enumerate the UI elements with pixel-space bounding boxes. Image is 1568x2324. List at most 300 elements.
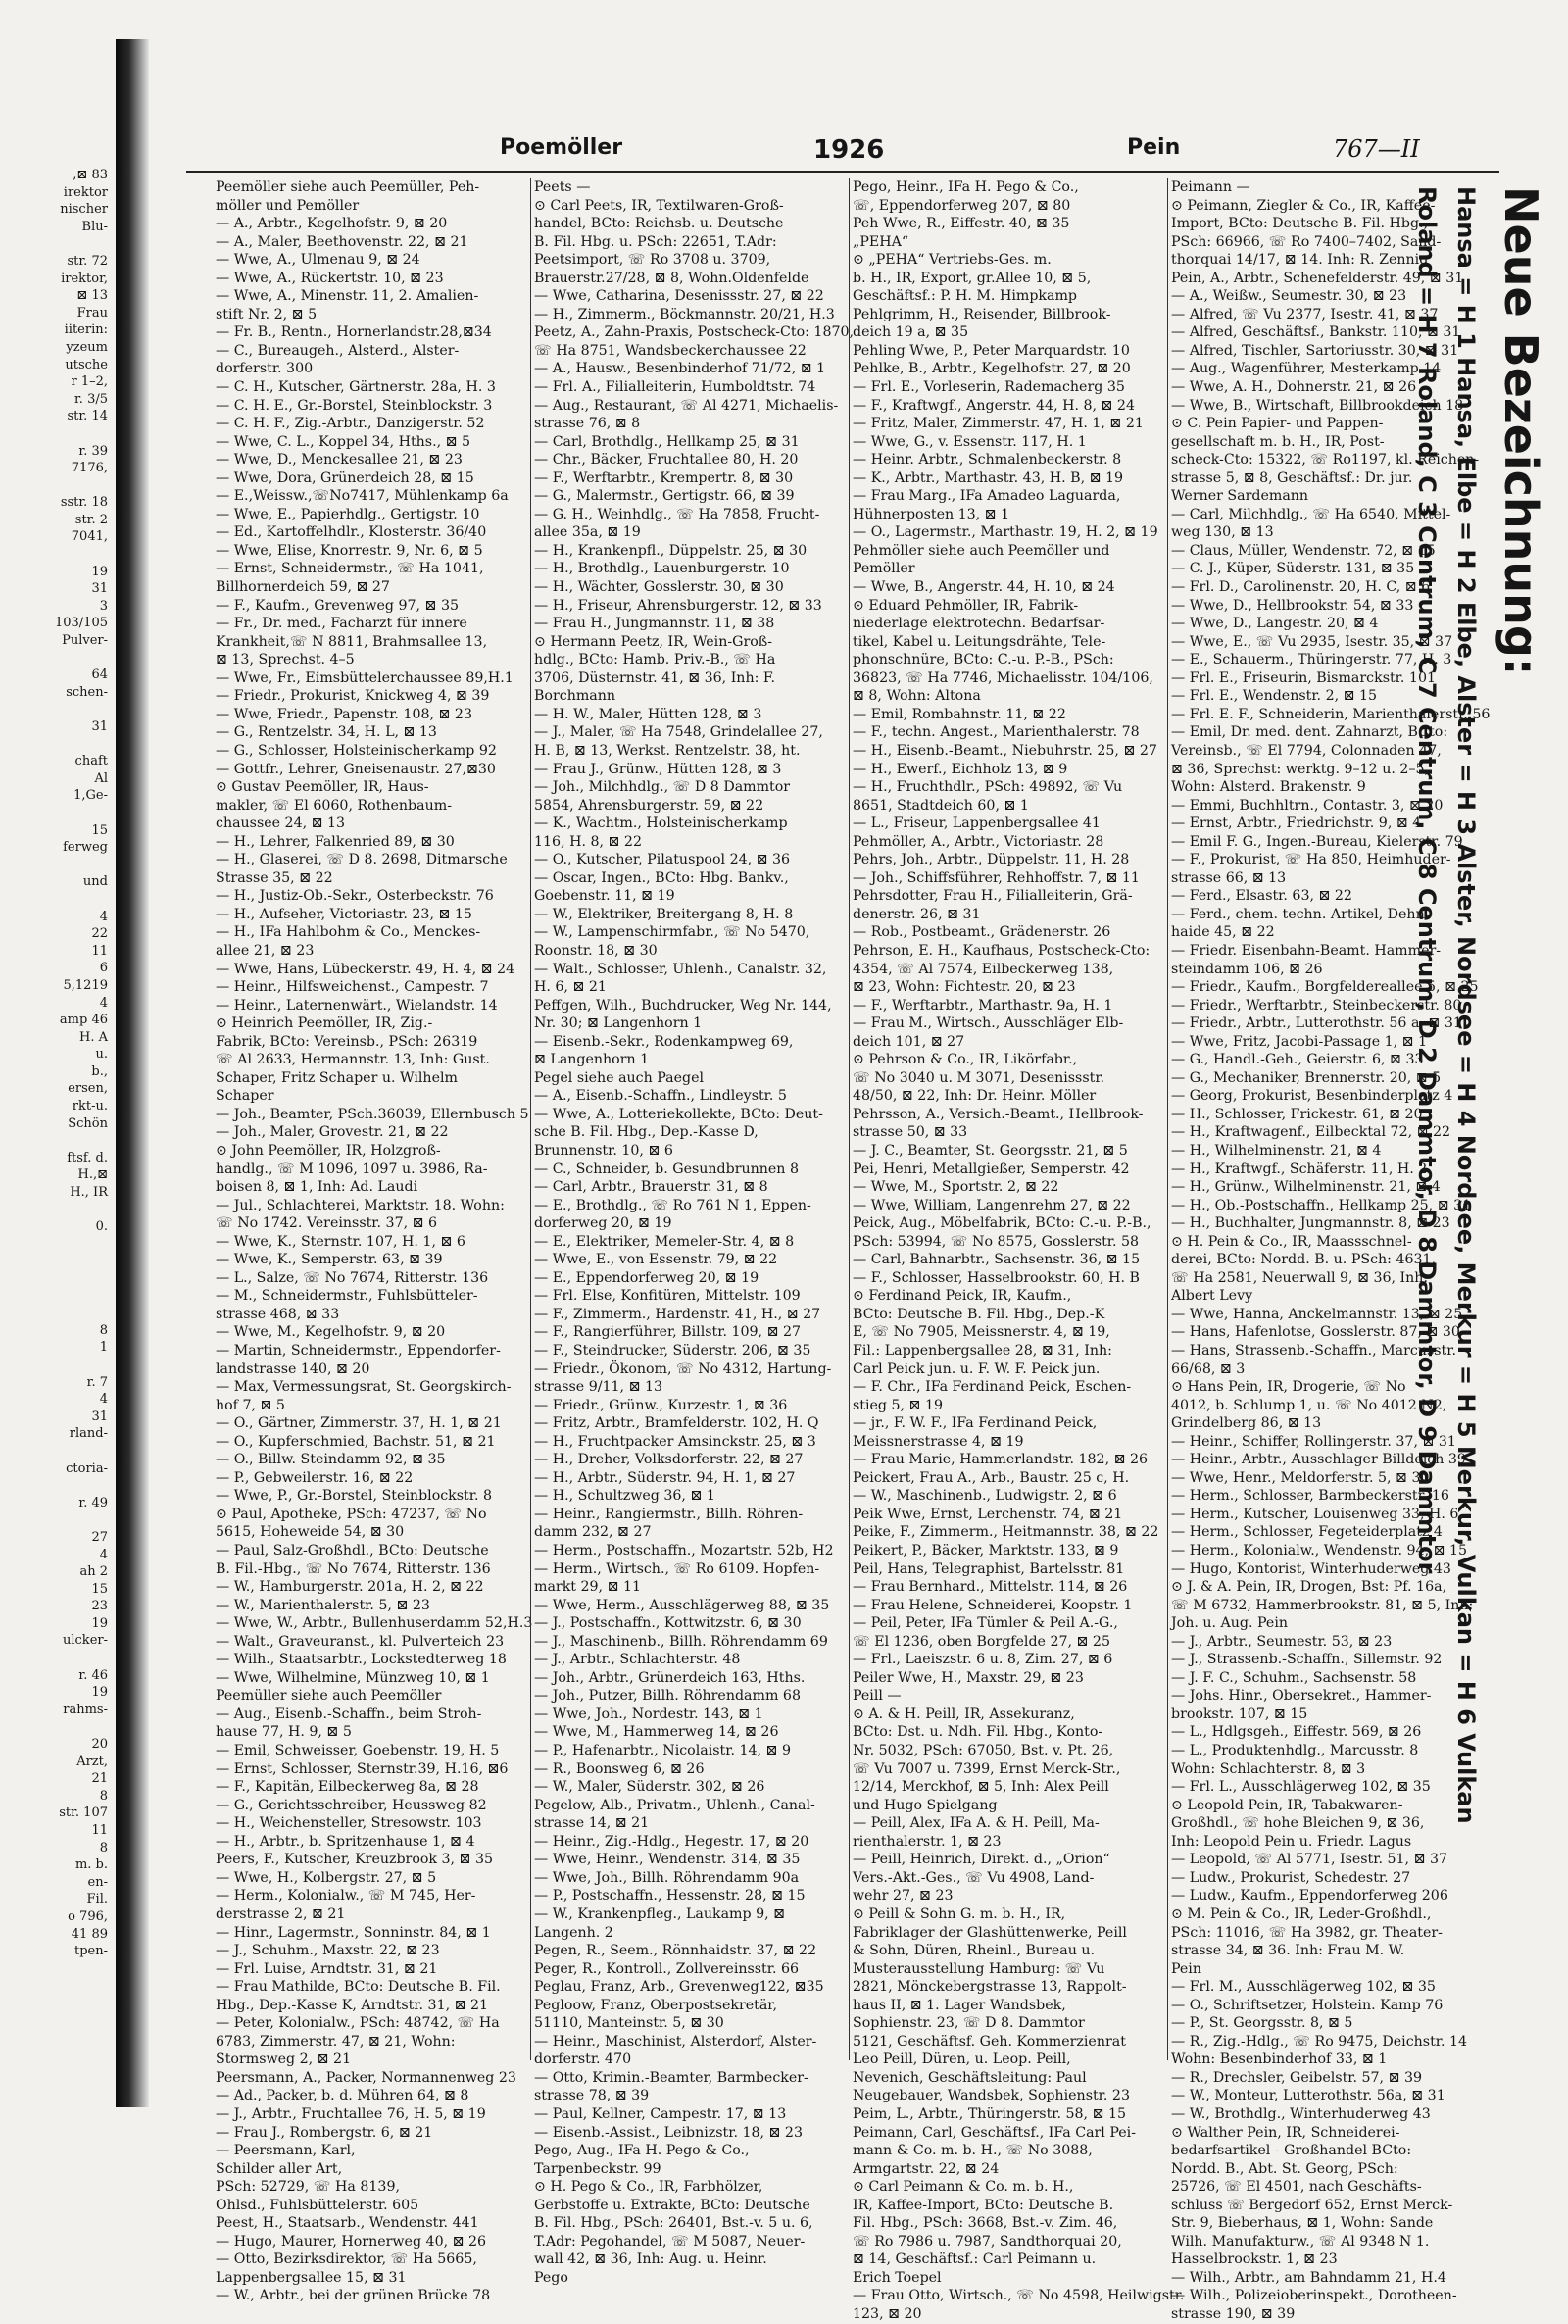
directory-entry-line: Pego, Aug., IFa H. Pego & Co., (534, 2143, 750, 2159)
directory-entry-line: — Wwe, Joh., Nordestr. 143, ⊠ 1 (534, 1706, 763, 1722)
directory-entry-line: — W., Monteur, Lutterothstr. 56a, ⊠ 31 (1171, 2088, 1446, 2104)
directory-entry-line: Fabrik, BCto: Vereinsb., PSch: 26319 (216, 1033, 478, 1050)
directory-entry-line: Peim, L., Arbtr., Thüringerstr. 58, ⊠ 15 (853, 2105, 1127, 2122)
directory-entry-line: ⊙ Ferdinand Peick, IR, Kaufm., (853, 1288, 1072, 1305)
directory-entry-line: — Fr. B., Rentn., Hornerlandstr.28,⊠34 (216, 324, 492, 341)
previous-page-fragment (0, 1305, 114, 1322)
previous-page-fragment (0, 1270, 114, 1288)
directory-entry-line: — Aug., Wagenführer, Mesterkamp 14 (1171, 361, 1442, 377)
directory-entry-line: Schaper, Fritz Schaper u. Wilhelm (216, 1069, 458, 1086)
directory-entry-line: ⊠ Langenhorn 1 (534, 1052, 650, 1068)
column-divider (849, 178, 850, 2060)
directory-entry-line: — F., Steindrucker, Süderstr. 206, ⊠ 35 (534, 1343, 811, 1359)
previous-page-fragment (0, 1202, 114, 1219)
directory-entry-line: — Alfred, Geschäftsf., Bankstr. 110, ⊠ 31 (1171, 324, 1461, 341)
directory-entry-line: Schaper (216, 1088, 274, 1105)
previous-page-fragment (0, 1132, 114, 1150)
directory-entry-line: Pehrs, Joh., Arbtr., Düppelstr. 11, H. 28 (853, 852, 1130, 868)
directory-entry-line: Peike, F., Zimmerm., Heitmannstr. 38, ⊠ 22 (853, 1524, 1159, 1541)
directory-entry-line: Peemüller siehe auch Peemöller (216, 1688, 442, 1705)
directory-entry-line: sche B. Fil. Hbg., Dep.-Kasse D, (534, 1124, 759, 1141)
directory-entry-line: ⊙ Eduard Pehmöller, IR, Fabrik- (853, 597, 1079, 614)
page-header (186, 131, 1499, 173)
directory-entry-line: — H., Fruchthdlr., PSch: 49892, ☏ Vu (853, 779, 1123, 796)
directory-entry-line: — Wwe, Henr., Meldorferstr. 5, ⊠ 30 (1171, 1469, 1430, 1486)
directory-entry-line: — Frl. E. F., Schneiderin, Marienthalerstr. 56 (1171, 706, 1491, 722)
directory-entry-line: — Alfred, ☏ Vu 2377, Isestr. 41, ⊠ 37 (1171, 306, 1439, 322)
previous-page-fragment: ,⊠ 83 (73, 168, 108, 182)
directory-entry-line: phonschnüre, BCto: C.-u. P.-B., PSch: (853, 652, 1114, 668)
previous-page-fragment: str. 72 (67, 253, 108, 269)
directory-entry-line: — Paul, Kellner, Campestr. 17, ⊠ 13 (534, 2105, 787, 2122)
directory-entry-line: — J., Arbtr., Schlachterstr. 48 (534, 1652, 741, 1668)
directory-entry-line: — H., Fruchtpacker Amsinckstr. 25, ⊠ 3 (534, 1433, 816, 1450)
directory-entry-line: niederlage elektrotechn. Bedarfsar- (853, 616, 1105, 632)
directory-entry-line: — Fritz, Arbtr., Bramfelderstr. 102, H. Q (534, 1415, 819, 1432)
directory-entry-line: — Peersmann, Karl, (216, 2143, 356, 2159)
directory-entry-line: Inh: Leopold Pein u. Friedr. Lagus (1171, 1833, 1412, 1850)
previous-page-fragment: rland- (69, 1426, 108, 1442)
directory-entry-line: — C. H. F., Zig.-Arbtr., Danzigerstr. 52 (216, 416, 485, 432)
directory-entry-line: Pei, Henri, Metallgießer, Semperstr. 42 (853, 1161, 1130, 1177)
directory-entry-line: Wohn: Besenbinderhof 33, ⊠ 1 (1171, 2052, 1388, 2068)
directory-entry-line: Hasselbrookstr. 1, ⊠ 23 (1171, 2251, 1338, 2268)
directory-entry-line: — Emil, Dr. med. dent. Zahnarzt, BCto: (1171, 724, 1448, 741)
directory-entry-line: — Peill, Heinrich, Direkt. d., „Orion“ (853, 1852, 1110, 1868)
directory-entry-line: Peimann — (1171, 179, 1250, 195)
directory-entry-line: — Frl. E., Wendenstr. 2, ⊠ 15 (1171, 688, 1378, 705)
directory-entry-line: ⊙ M. Pein & Co., IR, Leder-Großhdl., (1171, 1905, 1432, 1922)
previous-page-fragment: 23 (91, 1599, 108, 1614)
directory-entry-line: — Herm., Postschaffn., Mozartstr. 52b, H2 (534, 1543, 834, 1559)
directory-entry-line: Stormsweg 2, ⊠ 21 (216, 2052, 352, 2068)
directory-entry-line: brookstr. 107, ⊠ 15 (1171, 1706, 1308, 1722)
directory-entry-line: — H., Wilhelminenstr. 21, ⊠ 4 (1171, 1142, 1382, 1159)
directory-entry-line: — Ernst, Arbtr., Friedrichstr. 9, ⊠ 4 (1171, 816, 1422, 832)
directory-entry-line: — F. Chr., IFa Ferdinand Peick, Eschen- (853, 1379, 1132, 1396)
previous-page-fragment: sstr. 18 (60, 495, 108, 511)
directory-entry-line: ☏ Vu 7007 u. 7399, Ernst Merck-Str., (853, 1760, 1121, 1777)
directory-entry-line: — Joh., Putzer, Billh. Röhrendamm 68 (534, 1688, 801, 1705)
previous-page-fragment: b., (91, 1063, 108, 1079)
directory-entry-line: — C. H., Kutscher, Gärtnerstr. 28a, H. 3 (216, 379, 496, 396)
directory-entry-line: Peetz, A., Zahn-Praxis, Postscheck-Cto: 1870, (534, 324, 855, 341)
directory-entry-line: strasse 5, ⊠ 8, Geschäftsf.: Dr. jur. (1171, 470, 1413, 486)
directory-entry-line: — W., Maschinenb., Ludwigstr. 2, ⊠ 6 (853, 1488, 1117, 1505)
directory-entry-line: — Wwe, Heinr., Wendenstr. 314, ⊠ 35 (534, 1852, 801, 1868)
directory-entry-line: ⊙ Carl Peets, IR, Textilwaren-Groß- (534, 197, 784, 214)
directory-entry-line: — L., Friseur, Lappenbergsallee 41 (853, 816, 1101, 832)
directory-entry-line: — J., Arbtr., Fruchtallee 76, H. 5, ⊠ 19 (216, 2105, 486, 2122)
directory-entry-line: dorferstr. 470 (534, 2052, 632, 2068)
directory-entry-line: — Joh., Arbtr., Grünerdeich 163, Hths. (534, 1669, 806, 1686)
directory-entry-line: — Wwe, D., Langestr. 20, ⊠ 4 (1171, 616, 1379, 632)
directory-entry-line: — Frau M., Wirtsch., Ausschläger Elb- (853, 1015, 1124, 1032)
directory-entry-line: — Heinr., Maschinist, Alsterdorf, Alster- (534, 2033, 817, 2050)
directory-entry-line: haide 45, ⊠ 22 (1171, 924, 1275, 941)
directory-entry-line: — F., Werftarbtr., Marthastr. 9a, H. 1 (853, 997, 1113, 1014)
directory-entry-line: PSch: 53994, ☏ No 8575, Gosslerstr. 58 (853, 1233, 1140, 1250)
directory-entry-line: — Peil, Peter, IFa Tümler & Peil A.-G., (853, 1615, 1118, 1632)
directory-entry-line: — Frl. Else, Konfitüren, Mittelstr. 109 (534, 1288, 801, 1305)
directory-entry-line: — Frau Mathilde, BCto: Deutsche B. Fil. (216, 1979, 501, 1996)
directory-entry-line: 3706, Düsternstr. 41, ⊠ 36, Inh: F. (534, 669, 776, 686)
previous-page-fragment: 8 (99, 1788, 108, 1804)
directory-entry-line: — Ernst, Schneidermstr., ☏ Ha 1041, (216, 561, 484, 577)
previous-page-fragment: Blu- (81, 219, 108, 234)
previous-page-fragment: 41 89 (71, 1926, 108, 1942)
directory-entry-line: — Frl. Luise, Arndtstr. 31, ⊠ 21 (216, 1960, 438, 1977)
directory-entry-line: — Frau H., Jungmannstr. 11, ⊠ 38 (534, 616, 775, 632)
directory-entry-line: — H., Schlosser, Frickestr. 61, ⊠ 20 (1171, 1106, 1423, 1122)
directory-entry-line: — Wwe, Catharina, Desenissstr. 27, ⊠ 22 (534, 288, 824, 305)
directory-entry-line: strasse 9/11, ⊠ 13 (534, 1379, 663, 1396)
directory-entry-line: — F., Werftarbtr., Krempertr. 8, ⊠ 30 (534, 470, 794, 486)
directory-entry-line: — H., Kraftwagenf., Eilbecktal 72, ⊠ 22 (1171, 1124, 1451, 1141)
directory-entry-line: ⊙ Carl Peimann & Co. m. b. H., (853, 2179, 1074, 2196)
previous-page-fragment (0, 736, 114, 754)
previous-page-fragment (0, 805, 114, 822)
directory-entry-line: — H., Arbtr., Süderstr. 94, H. 1, ⊠ 27 (534, 1469, 796, 1486)
directory-entry-line: ⊠ 23, Wohn: Fichtestr. 20, ⊠ 23 (853, 979, 1076, 996)
directory-entry-line: — Wwe, E., ☏ Vu 2935, Isestr. 35, ⊠ 37 (1171, 633, 1453, 650)
previous-page-fragment: o 796, (68, 1908, 108, 1924)
previous-page-fragment: irektor, (61, 271, 108, 286)
directory-entry-line: — Gottfr., Lehrer, Gneisenaustr. 27,⊠30 (216, 761, 496, 777)
directory-entry-line: — Frl. L., Ausschlägerweg 102, ⊠ 35 (1171, 1779, 1431, 1796)
directory-entry-line: — Wwe, Friedr., Papenstr. 108, ⊠ 23 (216, 706, 472, 722)
directory-entry-line: — Herm., Wirtsch., ☏ Ro 6109. Hopfen- (534, 1560, 820, 1577)
directory-entry-line: — Ernst, Schlosser, Sternstr.39, H.16, ⊠6 (216, 1760, 509, 1777)
directory-entry-line: ☏ El 1236, oben Borgfelde 27, ⊠ 25 (853, 1633, 1110, 1650)
previous-page-fragment: m. b. (74, 1857, 108, 1873)
directory-entry-line: Fil.: Lappenbergsallee 28, ⊠ 31, Inh: (853, 1343, 1112, 1359)
directory-entry-line: — Frl. A., Filialleiterin, Humboldtstr. 74 (534, 379, 816, 396)
directory-entry-line: — Friedr., Ökonom, ☏ No 4312, Hartung- (534, 1360, 832, 1377)
previous-page-fragment (0, 1718, 114, 1736)
directory-entry-line: 2821, Mönckebergstrasse 13, Rappolt- (853, 1979, 1127, 1996)
directory-entry-line: Leo Peill, Düren, u. Leop. Peill, (853, 2052, 1071, 2068)
directory-entry-line: ☏ Al 2633, Hermannstr. 13, Inh: Gust. (216, 1052, 490, 1068)
previous-page-fragment: 0. (95, 1219, 108, 1235)
directory-entry-line: — L., Salze, ☏ No 7674, Ritterstr. 136 (216, 1269, 489, 1286)
previous-page-fragment: str. 2 (74, 512, 108, 527)
header-running-head-left: Poemöller (500, 135, 623, 160)
directory-entry-line: — Ludw., Prokurist, Schedestr. 27 (1171, 1869, 1411, 1886)
directory-entry-line: — A., Maler, Beethovenstr. 22, ⊠ 21 (216, 233, 468, 250)
previous-page-fragment: 20 (91, 1737, 108, 1753)
previous-page-fragment: 11 (91, 1823, 108, 1838)
directory-entry-line: — H., Kraftwgf., Schäferstr. 11, H. 2 (1171, 1161, 1428, 1177)
previous-page-fragment (0, 1443, 114, 1460)
directory-entry-line: Fil. Hbg., PSch: 3668, Bst.-v. Zim. 46, (853, 2215, 1118, 2232)
directory-entry-line: derstrasse 2, ⊠ 21 (216, 1905, 346, 1922)
directory-entry-line: 48/50, ⊠ 22, Inh: Dr. Heinr. Möller (853, 1088, 1097, 1105)
directory-entry-line: Fabriklager der Glashüttenwerke, Peill (853, 1924, 1127, 1941)
directory-entry-line: Pehrsson, A., Versich.-Beamt., Hellbrook- (853, 1106, 1144, 1122)
directory-entry-line: — F., Kraftwgf., Angerstr. 44, H. 8, ⊠ 24 (853, 397, 1135, 414)
directory-entry-line: — Wwe, Fritz, Jacobi-Passage 1, ⊠ 1 (1171, 1033, 1428, 1050)
directory-entry-line: — O., Kupferschmied, Bachstr. 51, ⊠ 21 (216, 1433, 496, 1450)
directory-entry-line: — Herm., Schlosser, Barmbeckerstr. 16 (1171, 1488, 1449, 1505)
directory-entry-line: — P., Postschaffn., Hessenstr. 28, ⊠ 15 (534, 1888, 806, 1904)
directory-entry-line: — W., Maler, Süderstr. 302, ⊠ 26 (534, 1779, 765, 1796)
directory-entry-line: — W., Krankenpfleg., Laukamp 9, ⊠ (534, 1905, 786, 1922)
directory-entry-line: T.Adr: Pegohandel, ☏ M 5087, Neuer- (534, 2233, 806, 2250)
directory-entry-line: — Wwe, M., Kegelhofstr. 9, ⊠ 20 (216, 1324, 446, 1341)
directory-entry-line: — H., Friseur, Ahrensburgerstr. 12, ⊠ 33 (534, 597, 822, 614)
directory-entry-line: Wohn: Schlachterstr. 8, ⊠ 3 (1171, 1760, 1366, 1777)
directory-entry-line: — F., Zimmerm., Hardenstr. 41, H., ⊠ 27 (534, 1306, 821, 1322)
directory-entry-line: Pegel siehe auch Paegel (534, 1069, 705, 1086)
directory-entry-line: dorferstr. 300 (216, 361, 314, 377)
directory-entry-line: — Heinr., Hilfsweichenst., Campestr. 7 (216, 979, 489, 996)
directory-entry-line: — Wwe, A., Rückertstr. 10, ⊠ 23 (216, 270, 444, 286)
directory-entry-line: strasse 14, ⊠ 21 (534, 1815, 650, 1832)
directory-entry-line: landstrasse 140, ⊠ 20 (216, 1360, 370, 1377)
directory-entry-line: — W., Arbtr., bei der grünen Brücke 78 (216, 2288, 491, 2304)
directory-entry-line: B. Fil. Hbg. u. PSch: 22651, T.Adr: (534, 233, 777, 250)
directory-entry-line: weg 130, ⊠ 13 (1171, 524, 1274, 541)
column-divider (1167, 178, 1168, 2060)
directory-entry-line: 25726, ☏ El 4501, nach Geschäfts- (1171, 2179, 1422, 2196)
directory-page (186, 108, 1499, 2322)
previous-page-fragment: 4 (99, 1547, 108, 1562)
directory-entry-line: — Jul., Schlachterei, Marktstr. 18. Wohn: (216, 1197, 505, 1213)
directory-entry-line: — Wwe, E., Papierhdlg., Gertigstr. 10 (216, 506, 480, 522)
directory-entry-line: haus II, ⊠ 1. Lager Wandsbek, (853, 1997, 1066, 2013)
directory-entry-line: 6783, Zimmerstr. 47, ⊠ 21, Wohn: (216, 2033, 456, 2050)
directory-entry-line: — Max, Vermessungsrat, St. Georgskirch- (216, 1379, 512, 1396)
directory-entry-line: Krankheit,☏ N 8811, Brahmsallee 13, (216, 633, 488, 650)
directory-entry-line: Pehling Wwe, P., Peter Marquardstr. 10 (853, 342, 1130, 359)
directory-entry-line: — Carl, Arbtr., Brauerstr. 31, ⊠ 8 (534, 1179, 768, 1196)
directory-entry-line: — R., Boonsweg 6, ⊠ 26 (534, 1760, 705, 1777)
previous-page-fragment (0, 1236, 114, 1254)
previous-page-fragment: ⊠ 13 (76, 288, 108, 304)
directory-entry-line: — Wwe, M., Sportstr. 2, ⊠ 22 (853, 1179, 1059, 1196)
directory-entry-line: Peest, H., Staatsarb., Wendenstr. 441 (216, 2215, 479, 2232)
directory-entry-line: — Wilh., Polizeioberinspekt., Dorotheen- (1171, 2288, 1457, 2304)
directory-entry-line: ⊙ H. Pein & Co., IR, Maassschnel- (1171, 1233, 1412, 1250)
directory-entry-line: Peiler Wwe, H., Maxstr. 29, ⊠ 23 (853, 1669, 1084, 1686)
directory-entry-line: ⊙ H. Pego & Co., IR, Farbhölzer, (534, 2179, 763, 2196)
directory-entry-line: Carl Peick jun. u. F. W. F. Peick jun. (853, 1360, 1101, 1377)
directory-entry-line: — Wwe, Herm., Ausschlägerweg 88, ⊠ 35 (534, 1597, 830, 1613)
directory-entry-line: b. H., IR, Export, gr.Allee 10, ⊠ 5, (853, 270, 1092, 286)
directory-entry-line: — Heinr., Arbtr., Ausschlager Billdeich 39 (1171, 1452, 1466, 1468)
previous-page-fragment (0, 857, 114, 874)
directory-entry-line: — Johs. Hinr., Obersekret., Hammer- (1171, 1688, 1432, 1705)
directory-entry-line: — H., Ewerf., Eichholz 13, ⊠ 9 (853, 761, 1068, 777)
directory-entry-line: — C., Bureaugeh., Alsterd., Alster- (216, 342, 460, 359)
directory-entry-line: — E.,Weissw.,☏No7417, Mühlenkamp 6a (216, 488, 509, 505)
directory-entry-line: — Heinr., Rangiermstr., Billh. Röhren- (534, 1506, 804, 1522)
directory-entry-line: — J. C., Beamter, St. Georgsstr. 21, ⊠ 5 (853, 1142, 1128, 1159)
directory-entry-line: Peik Wwe, Ernst, Lerchenstr. 74, ⊠ 21 (853, 1506, 1123, 1522)
directory-entry-line: — Frau Bernhard., Mittelstr. 114, ⊠ 26 (853, 1579, 1128, 1596)
directory-entry-line: Peickert, Frau A., Arb., Baustr. 25 c, H. (853, 1469, 1130, 1486)
directory-entry-line: Hühnerposten 13, ⊠ 1 (853, 506, 1010, 522)
directory-entry-line: — Friedr. Eisenbahn-Beamt. Hammer- (1171, 942, 1442, 959)
previous-page-fragment: ulcker- (63, 1633, 108, 1649)
directory-entry-line: — J. F. C., Schuhm., Sachsenstr. 58 (1171, 1669, 1417, 1686)
directory-entry-line: Peemöller siehe auch Peemüller, Peh- (216, 179, 480, 195)
directory-entry-line: — Wwe, K., Sternstr. 107, H. 1, ⊠ 6 (216, 1233, 466, 1250)
directory-entry-line: möller und Pemöller (216, 197, 360, 214)
directory-entry-line: ☏ Ha 2581, Neuerwall 9, ⊠ 36, Inh: (1171, 1269, 1429, 1286)
directory-entry-line: — H., Dreher, Volksdorferstr. 22, ⊠ 27 (534, 1452, 804, 1468)
directory-entry-line: strasse 66, ⊠ 13 (1171, 869, 1287, 886)
directory-entry-line: thorquai 14/17, ⊠ 14. Inh: R. Zennig (1171, 252, 1429, 269)
directory-entry-line: — P., St. Georgsstr. 8, ⊠ 5 (1171, 2015, 1353, 2032)
directory-entry-line: — Walt., Graveuranst., kl. Pulverteich 23 (216, 1633, 505, 1650)
directory-entry-line: — E., Schauerm., Thüringerstr. 77, H. 3 (1171, 652, 1452, 668)
previous-page-fragment: ftsf. d. (67, 1150, 108, 1165)
previous-page-fragment: 1,Ge- (74, 788, 108, 804)
directory-entry-line: — Frau Marie, Hammerlandstr. 182, ⊠ 26 (853, 1452, 1149, 1468)
directory-entry-line: — Martin, Schneidermstr., Eppendorfer- (216, 1343, 501, 1359)
directory-entry-line: — Wwe, W., Arbtr., Bullenhuserdamm 52,H.3 (216, 1615, 533, 1632)
previous-page-fragment: 31 (91, 581, 108, 597)
directory-entry-line: H. 6, ⊠ 21 (534, 979, 607, 996)
directory-entry-line: — Paul, Salz-Großhdl., BCto: Deutsche (216, 1543, 489, 1559)
directory-entry-line: — J., Maschinenb., Billh. Röhrendamm 69 (534, 1633, 828, 1650)
directory-entry-line: — H., Grünw., Wilhelminenstr. 21, ⊠ 4 (1171, 1179, 1441, 1196)
previous-page-fragment: Fil. (86, 1892, 108, 1907)
previous-page-fragment: Arzt, (76, 1754, 108, 1769)
directory-entry-line: — J., Strassenb.-Schaffn., Sillemstr. 92 (1171, 1652, 1443, 1668)
directory-entry-line: Ohlsd., Fuhlsbüttelerstr. 605 (216, 2197, 419, 2213)
previous-page-fragment: ah 2 (79, 1564, 108, 1580)
directory-entry-line: ⊙ Paul, Apotheke, PSch: 47237, ☏ No (216, 1506, 487, 1522)
previous-page-fragment: r. 46 (78, 1667, 108, 1683)
notice-line-2: Roland = H 7 Roland, C 3 Centrum, C 7 Centrum, C 8 Centrum, D 2 Dammtor, D 8 Dammtor, D 9 Dammtor (1413, 186, 1441, 1574)
previous-page-fragment (0, 1288, 114, 1306)
header-year: 1926 (813, 135, 885, 165)
directory-entry-line: ⊠ 8, Wohn: Altona (853, 688, 981, 705)
directory-entry-line: — Peter, Kolonialw., PSch: 48742, ☏ Ha (216, 2015, 500, 2032)
directory-entry-line: 116, H. 8, ⊠ 22 (534, 833, 642, 850)
directory-entry-line: — Heinr., Laternenwärt., Wielandstr. 14 (216, 997, 498, 1014)
directory-entry-line: — G. H., Weinhdlg., ☏ Ha 7858, Frucht- (534, 506, 820, 522)
directory-entry-line: Peikert, P., Bäcker, Marktstr. 133, ⊠ 9 (853, 1543, 1119, 1559)
previous-page-fragment: 4 (99, 909, 108, 924)
directory-entry-line: — H., Weichensteller, Stresowstr. 103 (216, 1815, 482, 1832)
previous-page-fragment: 6 (99, 961, 108, 976)
notice-title: Neue Bezeichnung: (1494, 186, 1547, 676)
previous-page-fragment: 22 (91, 926, 108, 942)
directory-entry-line: Großhdl., ☏ hohe Bleichen 9, ⊠ 36, (1171, 1815, 1425, 1832)
directory-entry-line: Peersmann, A., Packer, Normannenweg 23 (216, 2069, 516, 2086)
previous-page-fragment: r. 7 (86, 1374, 108, 1390)
directory-entry-line: — C., Schneider, b. Gesundbrunnen 8 (534, 1161, 799, 1177)
directory-entry-line: — Wwe, A. H., Dohnerstr. 21, ⊠ 26 (1171, 379, 1417, 396)
directory-entry-line: 5615, Hoheweide 54, ⊠ 30 (216, 1524, 405, 1541)
directory-entry-line: — Ed., Kartoffelhdlr., Klosterstr. 36/40 (216, 524, 487, 541)
directory-entry-line: ⊙ „PEHA“ Vertriebs-Ges. m. (853, 252, 1052, 269)
directory-entry-line: — Frl. M., Ausschlägerweg 102, ⊠ 35 (1171, 1979, 1436, 1996)
directory-entry-line: — H., IFa Hahlbohm & Co., Menckes- (216, 924, 481, 941)
directory-entry-line: 51110, Manteinstr. 5, ⊠ 30 (534, 2015, 724, 2032)
previous-page-fragment: yzeum (66, 339, 108, 355)
directory-entry-line: — W., Elektriker, Breitergang 8, H. 8 (534, 906, 794, 922)
directory-entry-line: — Wwe, D., Menckesallee 21, ⊠ 23 (216, 452, 463, 469)
directory-entry-line: — Herm., Kolonialw., Wendenstr. 94, ⊠ 15 (1171, 1543, 1468, 1559)
directory-entry-line: — Wwe, G., v. Essenstr. 117, H. 1 (853, 433, 1087, 450)
directory-entry-line: chaussee 24, ⊠ 13 (216, 816, 346, 832)
directory-entry-line: Nr. 30; ⊠ Langenhorn 1 (534, 1015, 703, 1032)
directory-entry-line: BCto: Dst. u. Ndh. Fil. Hbg., Konto- (853, 1724, 1103, 1741)
previous-page-fragment: rahms- (63, 1702, 108, 1717)
directory-entry-line: hause 77, H. 9, ⊠ 5 (216, 1724, 352, 1741)
previous-page-fragment: H., IR (70, 1185, 108, 1201)
directory-entry-line: — R., Drechsler, Geibelstr. 57, ⊠ 39 (1171, 2069, 1423, 2086)
directory-entry-line: handel, BCto: Reichsb. u. Deutsche (534, 216, 784, 232)
directory-entry-line: — Hinr., Lagermstr., Sonninstr. 84, ⊠ 1 (216, 1924, 491, 1941)
directory-entry-line: deich 101, ⊠ 27 (853, 1033, 965, 1050)
previous-page-edge (0, 167, 114, 2029)
directory-entry-line: — Herm., Schlosser, Fegeteiderplatz 4 (1171, 1524, 1443, 1541)
directory-entry-line: Neugebauer, Wandsbek, Sophienstr. 23 (853, 2088, 1130, 2104)
directory-entry-line: B. Fil.-Hbg., ☏ No 7674, Ritterstr. 136 (216, 1560, 491, 1577)
directory-entry-line: — Chr., Bäcker, Fruchtallee 80, H. 20 (534, 452, 799, 469)
previous-page-fragment: 31 (91, 719, 108, 734)
directory-entry-line: — Frau J., Rombergstr. 6, ⊠ 21 (216, 2124, 433, 2141)
previous-page-fragment: 103/105 (54, 616, 108, 631)
directory-entry-line: Goebenstr. 11, ⊠ 19 (534, 888, 675, 905)
previous-page-fragment: Pulver- (62, 633, 108, 649)
directory-entry-line: — H., Buchhalter, Jungmannstr. 8, ⊠ 23 (1171, 1215, 1450, 1232)
directory-entry-line: — Otto, Bezirksdirektor, ☏ Ha 5665, (216, 2251, 477, 2268)
directory-entry-line: — Herm., Kolonialw., ☏ M 745, Her- (216, 1888, 476, 1904)
directory-entry-line: — Otto, Krimin.-Beamter, Barmbecker- (534, 2069, 808, 2086)
directory-entry-line: — H., Arbtr., b. Spritzenhause 1, ⊠ 4 (216, 1833, 475, 1850)
previous-page-fragment: schen- (66, 684, 108, 700)
directory-entry-line: — G., Malermstr., Gertigstr. 66, ⊠ 39 (534, 488, 795, 505)
directory-entry-line: — Claus, Müller, Wendenstr. 72, ⊠ 15 (1171, 542, 1436, 559)
previous-page-fragment: ferweg (63, 840, 108, 856)
directory-entry-line: — F., Rangierführer, Billstr. 109, ⊠ 27 (534, 1324, 802, 1341)
directory-entry-line: — J., Arbtr., Seumestr. 53, ⊠ 23 (1171, 1633, 1393, 1650)
header-running-head-right: Pein (1127, 135, 1181, 160)
directory-entry-line: ☏ No 3040 u. M 3071, Desenissstr. (853, 1069, 1105, 1086)
directory-entry-line: — Emil, Schweisser, Goebenstr. 19, H. 5 (216, 1743, 500, 1759)
directory-entry-line: hdlg., BCto: Hamb. Priv.-B., ☏ Ha (534, 652, 776, 668)
directory-entry-line: — A., Eisenb.-Schaffn., Lindleystr. 5 (534, 1088, 787, 1105)
directory-entry-line: H. B, ⊠ 13, Werkst. Rentzelstr. 38, ht. (534, 742, 801, 759)
previous-page-fragment: 4 (99, 995, 108, 1011)
directory-entry-line: — W., Lampenschirmfabr., ☏ No 5470, (534, 924, 810, 941)
directory-entry-line: — Frau Marg., IFa Amadeo Laguarda, (853, 488, 1121, 505)
previous-page-fragment: 31 (91, 1409, 108, 1424)
directory-entry-line: Pein, A., Arbtr., Schenefelderstr. 49, ⊠ 31 (1171, 270, 1464, 286)
previous-page-fragment (0, 546, 114, 564)
directory-entry-line: — Wwe, A., Ulmenau 9, ⊠ 24 (216, 252, 420, 269)
directory-entry-line: — J., Maler, ☏ Ha 7548, Grindelallee 27, (534, 724, 823, 741)
directory-entry-line: — Friedr., Prokurist, Knickweg 4, ⊠ 39 (216, 688, 490, 705)
directory-entry-line: — H., Eisenb.-Beamt., Niebuhrstr. 25, ⊠ 27 (853, 742, 1157, 759)
directory-entry-line: steindamm 106, ⊠ 26 (1171, 961, 1323, 977)
directory-entry-line: — Joh., Schiffsführer, Rehhoffstr. 7, ⊠ 11 (853, 869, 1140, 886)
directory-entry-line: Lappenbergsallee 15, ⊠ 31 (216, 2269, 407, 2286)
directory-entry-line: Import, BCto: Deutsche B. Fil. Hbg., (1171, 216, 1429, 232)
directory-entry-line: 12/14, Merckhof, ⊠ 5, Inh: Alex Peill (853, 1779, 1109, 1796)
previous-page-fragment (0, 650, 114, 668)
directory-entry-line: — W., Hamburgerstr. 201a, H. 2, ⊠ 22 (216, 1579, 484, 1596)
directory-entry-line: allee 21, ⊠ 23 (216, 942, 315, 959)
previous-page-fragment: 64 (91, 668, 108, 683)
